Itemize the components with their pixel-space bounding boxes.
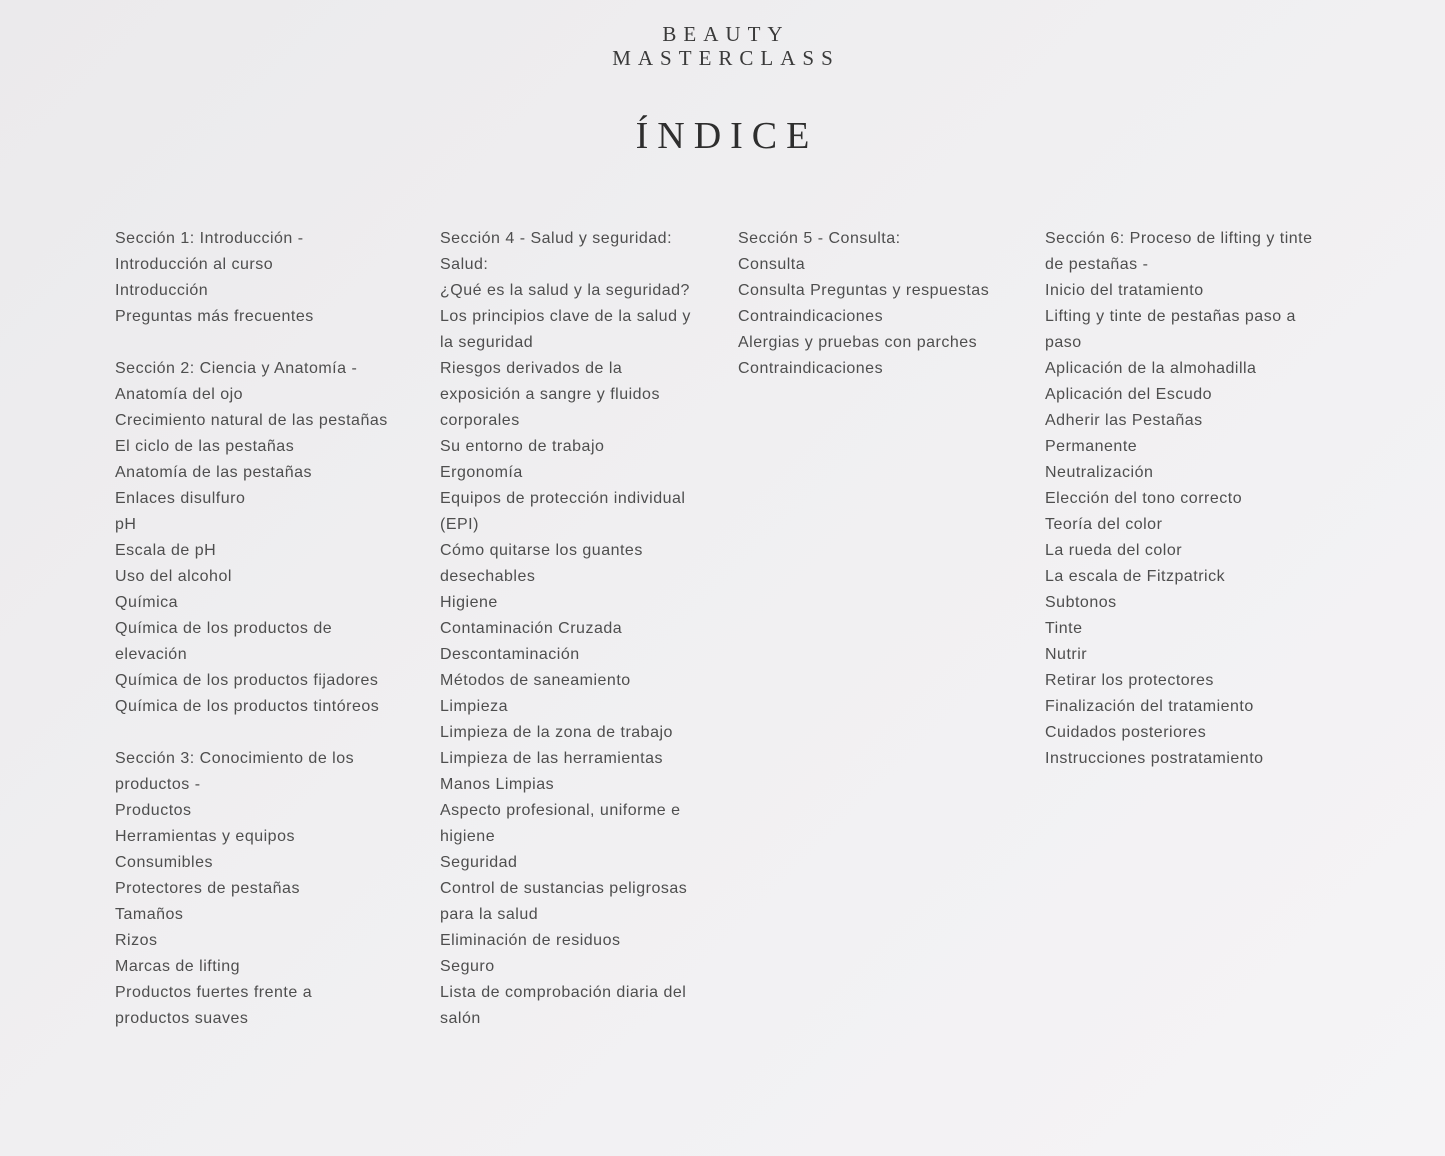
index-entry: Aspecto profesional, uniforme e (440, 802, 681, 819)
index-entry: Enlaces disulfuro (115, 490, 246, 507)
section-spacer (115, 720, 415, 746)
index-entry: Introducción (115, 282, 209, 299)
index-entry: Uso del alcohol (115, 568, 232, 585)
index-entry: Los principios clave de la salud y (440, 308, 691, 325)
index-entry: salón (440, 1010, 481, 1027)
index-entry: Química de los productos tintóreos (115, 698, 380, 715)
index-entry: Marcas de lifting (115, 958, 240, 975)
index-entry: Química de los productos de (115, 620, 333, 637)
index-entry: productos suaves (115, 1010, 249, 1027)
index-entry: Elección del tono correcto (1045, 490, 1243, 507)
index-entry: Cómo quitarse los guantes (440, 542, 643, 559)
index-entry: La rueda del color (1045, 542, 1183, 559)
index-entry: la seguridad (440, 334, 534, 351)
section-heading: Sección 6: Proceso de lifting y tinte (1045, 230, 1313, 247)
index-entry: Higiene (440, 594, 498, 611)
index-entry: Anatomía del ojo (115, 386, 244, 403)
index-entry: Tamaños (115, 906, 184, 923)
index-entry: pH (115, 516, 137, 533)
index-column-4 (1045, 226, 1375, 772)
index-entry: Protectores de pestañas (115, 880, 300, 897)
index-entry: Seguro (440, 958, 495, 975)
index-entry: Ergonomía (440, 464, 523, 481)
index-entry: La escala de Fitzpatrick (1045, 568, 1226, 585)
index-entry: Productos (115, 802, 192, 819)
index-entry: Descontaminación (440, 646, 580, 663)
index-entry: Química (115, 594, 179, 611)
index-entry: Anatomía de las pestañas (115, 464, 313, 481)
section-heading: Sección 4 - Salud y seguridad: (440, 230, 673, 247)
index-entry: corporales (440, 412, 520, 429)
index-entry: El ciclo de las pestañas (115, 438, 295, 455)
index-entry: higiene (440, 828, 496, 845)
index-entry: Adherir las Pestañas (1045, 412, 1203, 429)
index-entry: Escala de pH (115, 542, 217, 559)
index-entry: para la salud (440, 906, 539, 923)
index-entry: Riesgos derivados de la (440, 360, 623, 377)
index-entry: Química de los productos fijadores (115, 672, 379, 689)
index-entry: Neutralización (1045, 464, 1154, 481)
index-entry: Permanente (1045, 438, 1138, 455)
index-entry: (EPI) (440, 516, 479, 533)
index-entry: Productos fuertes frente a (115, 984, 313, 1001)
index-entry: Tinte (1045, 620, 1083, 637)
section-heading: Sección 1: Introducción - (115, 230, 304, 247)
index-entry: Instrucciones postratamiento (1045, 750, 1264, 767)
section-heading: Sección 2: Ciencia y Anatomía - (115, 360, 358, 377)
section-spacer (115, 330, 415, 356)
index-entry: de pestañas - (1045, 256, 1149, 273)
index-entry: Eliminación de residuos (440, 932, 621, 949)
index-entry: Limpieza de la zona de trabajo (440, 724, 673, 741)
index-entry: Inicio del tratamiento (1045, 282, 1204, 299)
section-heading: Sección 3: Conocimiento de los (115, 750, 355, 767)
index-entry: Consulta (738, 256, 806, 273)
index-entry: Contraindicaciones (738, 308, 884, 325)
index-entry: Crecimiento natural de las pestañas (115, 412, 388, 429)
index-entry: Control de sustancias peligrosas (440, 880, 688, 897)
index-entry: Aplicación del Escudo (1045, 386, 1213, 403)
index-entry: Su entorno de trabajo (440, 438, 605, 455)
index-entry: Salud: (440, 256, 489, 273)
index-entry: desechables (440, 568, 536, 585)
index-entry: Subtonos (1045, 594, 1117, 611)
index-column-2 (440, 226, 720, 1032)
index-entry: Lista de comprobación diaria del (440, 984, 687, 1001)
index-entry: Limpieza (440, 698, 509, 715)
index-entry: Alergias y pruebas con parches (738, 334, 978, 351)
index-entry: Seguridad (440, 854, 518, 871)
index-entry: Consulta Preguntas y respuestas (738, 282, 990, 299)
index-entry: Aplicación de la almohadilla (1045, 360, 1257, 377)
index-entry: Contaminación Cruzada (440, 620, 623, 637)
index-entry: Introducción al curso (115, 256, 274, 273)
index-entry: Teoría del color (1045, 516, 1163, 533)
brand-line-masterclass: MASTERCLASS (612, 46, 840, 70)
index-entry: Rizos (115, 932, 158, 949)
brand-line-beauty: BEAUTY (662, 22, 790, 46)
index-entry: Cuidados posteriores (1045, 724, 1207, 741)
index-column-1 (115, 226, 415, 1032)
index-column-3 (738, 226, 1028, 382)
index-entry: elevación (115, 646, 188, 663)
page-title: ÍNDICE (635, 115, 819, 157)
index-entry: Nutrir (1045, 646, 1088, 663)
index-entry: Lifting y tinte de pestañas paso a (1045, 308, 1296, 325)
index-entry: Manos Limpias (440, 776, 555, 793)
index-entry: Consumibles (115, 854, 213, 871)
brand-logo (0, 22, 1445, 70)
index-entry: exposición a sangre y fluidos (440, 386, 660, 403)
index-entry: Retirar los protectores (1045, 672, 1214, 689)
index-entry: Herramientas y equipos (115, 828, 295, 845)
index-entry: Contraindicaciones (738, 360, 884, 377)
index-entry: productos - (115, 776, 201, 793)
index-entry: paso (1045, 334, 1082, 351)
index-entry: Preguntas más frecuentes (115, 308, 314, 325)
section-heading: Sección 5 - Consulta: (738, 230, 901, 247)
index-entry: ¿Qué es la salud y la seguridad? (440, 282, 690, 299)
index-entry: Métodos de saneamiento (440, 672, 631, 689)
index-entry: Limpieza de las herramientas (440, 750, 663, 767)
index-entry: Finalización del tratamiento (1045, 698, 1254, 715)
index-entry: Equipos de protección individual (440, 490, 686, 507)
